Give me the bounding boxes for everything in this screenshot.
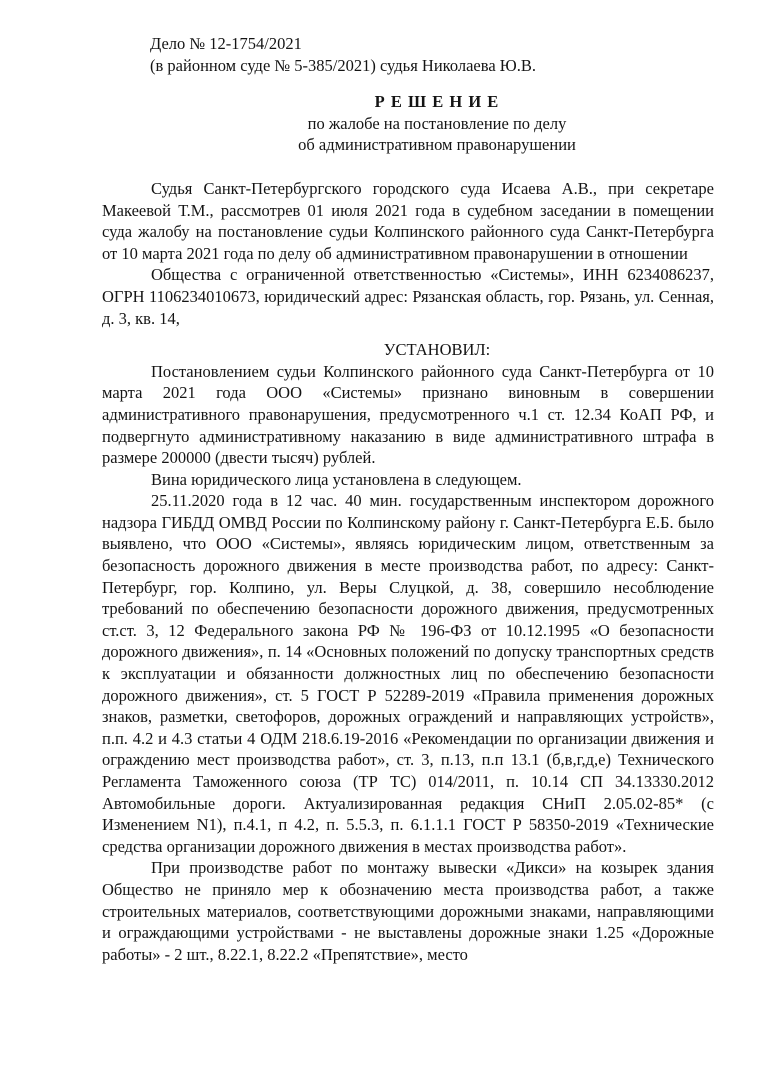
district-court-case-line: (в районном суде № 5-385/2021) судья Николаева Ю.В. (150, 55, 536, 75)
intro-paragraph-judge: Судья Санкт-Петербургского городского суда Исаева А.В., при секретаре Макеевой Т.М., рассмотрев 01 июля 2021 года в судебном заседании в помещении суда жалобу на постановление судьи Колпинского районного суда Санкт-Петербурга от 10 марта 2021 года по делу об административном правонарушении в отношении (102, 178, 714, 263)
document-subtitle-line2: об административном правонарушении (298, 135, 576, 155)
body-paragraph-guilt: Вина юридического лица установлена в следующем. (151, 469, 522, 489)
case-header (150, 33, 714, 76)
document-subtitle-line1: по жалобе на постановление по делу (307, 113, 567, 133)
document-title-block (102, 91, 714, 156)
body-paragraph-ruling: Постановлением судьи Колпинского районного суда Санкт-Петербурга от 10 марта 2021 года ООО «Системы» признано виновным в совершении административного правонарушения, предусмотренного ч.1 ст. 12.34 КоАП РФ, и подвергнуто административному наказанию в виде административного штрафа в размере 200000 (двести тысяч) рублей. (102, 361, 714, 468)
section-heading-ustanovil: УСТАНОВИЛ: (383, 340, 491, 360)
body-paragraph-violation-details: 25.11.2020 года в 12 час. 40 мин. государственным инспектором дорожного надзора ГИБДД ОМВД России по Колпинскому району г. Санкт-Петербурга Е.Б. было выявлено, что ООО «Системы», являясь юридическим лицом, ответственным за безопасность дорожного движения в месте производства работ, по адресу: Санкт-Петербург, гор. Колпино, ул. Веры Слуцкой, д. 38, совершило несоблюдение требований по обеспечению безопасности дорожного движения, предусмотренных ст.ст. 3, 12 Федерального закона РФ № 196-ФЗ от 10.12.1995 «О безопасности дорожного движения», п. 14 «Основных положений по допуску транспортных средств к эксплуатации и обязанности должностных лиц по обеспечению безопасности дорожного движения», ст. 5 ГОСТ Р 52289-2019 «Правила применения дорожных знаков, разметки, светофоров, дорожных ограждений и направляющих устройств», п.п. 4.2 и 4.3 статьи 4 ОДМ 218.6.19-2016 «Рекомендации по организации движения и ограждению мест производства работ», ст. 3, п.13, п.п 13.1 (б,в,г,д,е) Технического Регламента Таможенного союза (ТР ТС) 014/2011, п. 10.14 СП 34.13330.2012 Автомобильные дороги. Актуализированная редакция СНиП 2.05.02-85* (с Изменением N1), п.4.1, п 4.2, п. 5.5.3, п. 6.1.1.1 ГОСТ Р 58350-2019 «Технические средства организации дорожного движения в местах производства работ». (102, 491, 714, 856)
case-number-line: Дело № 12-1754/2021 (150, 34, 302, 53)
intro-paragraph-company: Общества с ограниченной ответственностью «Системы», ИНН 6234086237, ОГРН 1106234010673, юридический адрес: Рязанская область, гор. Рязань, ул. Сенная, д. 3, кв. 14, (102, 265, 714, 328)
document-title: Р Е Ш Е Н И Е (374, 92, 500, 112)
body-paragraph-works-description: При производстве работ по монтажу вывески «Дикси» на козырек здания Общество не приняло мер к обозначению места производства работ, а также строительных материалов, соответствующими дорожными знаками, направляющими и ограждающими устройствами - не выставлены дорожные знаки 1.25 «Дорожные работы» - 2 шт., 8.22.1, 8.22.2 «Препятствие», место (102, 858, 714, 964)
